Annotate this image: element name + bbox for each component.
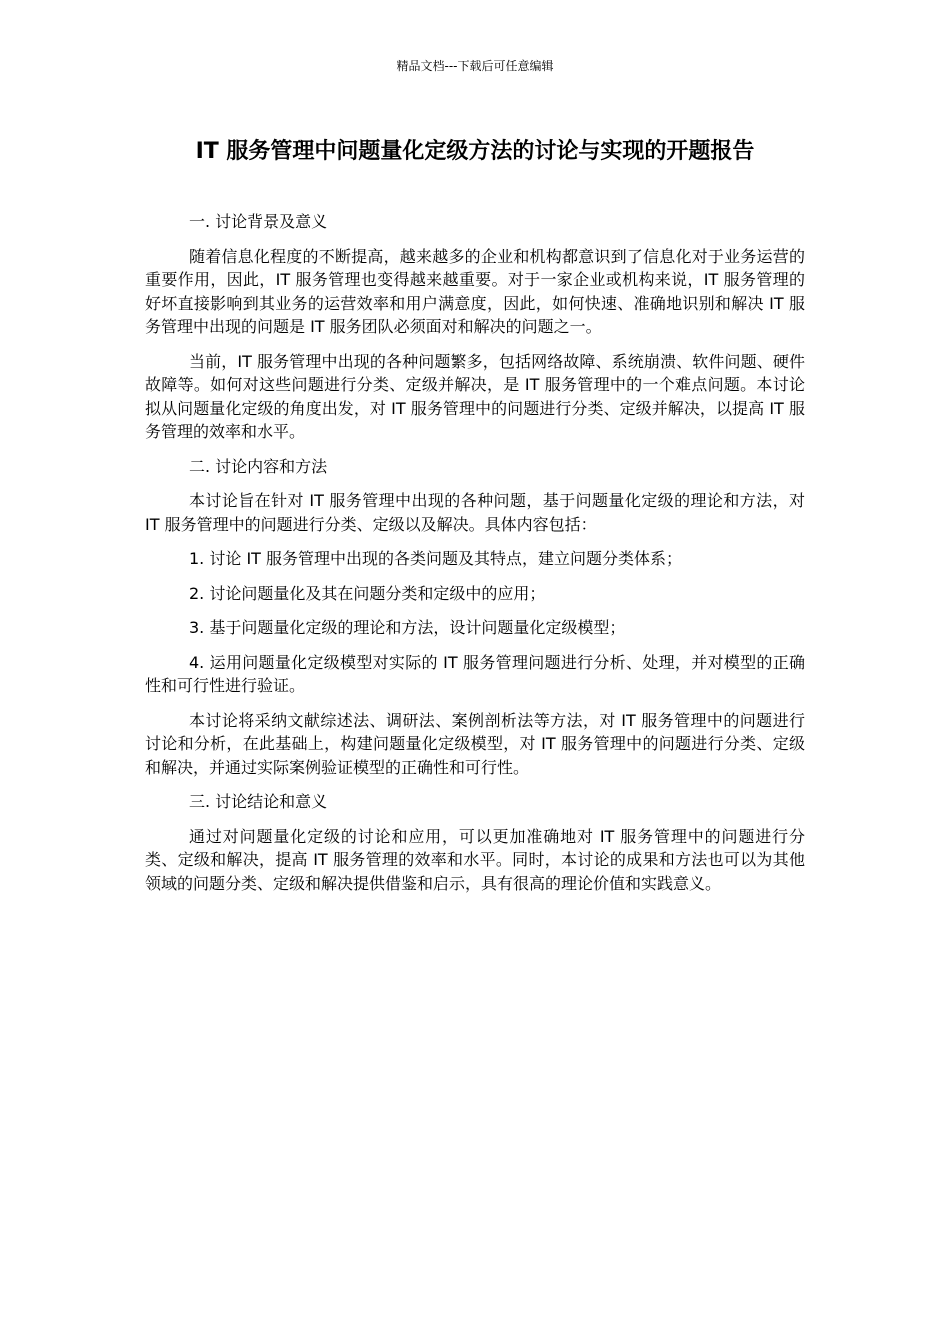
paragraph-content-intro: 本讨论旨在针对 IT 服务管理中出现的各种问题，基于问题量化定级的理论和方法，对 IT 服务管理中的问题进行分类、定级以及解决。具体内容包括： [145, 491, 805, 534]
list-item: 1. 讨论 IT 服务管理中出现的各类问题及其特点，建立问题分类体系； [189, 549, 683, 568]
paragraph-background-1: 随着信息化程度的不断提高，越来越多的企业和机构都意识到了信息化对于业务运营的重要作用，因此，IT 服务管理也变得越来越重要。对于一家企业或机构来说，IT 服务管理的好坏直接影响到其业务的运营效率和用户满意度，因此，如何快速、准确地识别和解决 IT 服务管理中出现的问题是 IT 服务团队必须面对和解决的问题之一。 [145, 246, 805, 336]
section-heading-conclusion: 三. 讨论结论和意义 [189, 792, 328, 811]
document-title: IT 服务管理中问题量化定级方法的讨论与实现的开题报告 [195, 139, 755, 164]
paragraph-background-2: 当前，IT 服务管理中出现的各种问题繁多，包括网络故障、系统崩溃、软件问题、硬件故障等。如何对这些问题进行分类、定级并解决，是 IT 服务管理中的一个难点问题。本讨论拟从问题量化定级的角度出发，对 IT 服务管理中的问题进行分类、定级并解决，以提高 IT 服务管理的效率和水平。 [145, 351, 805, 441]
list-item: 4. 运用问题量化定级模型对实际的 IT 服务管理问题进行分析、处理，并对模型的正确性和可行性进行验证。 [145, 652, 805, 695]
section-heading-background: 一. 讨论背景及意义 [189, 212, 328, 231]
document-body [145, 210, 805, 906]
section-heading-content-methods: 二. 讨论内容和方法 [189, 456, 328, 476]
paragraph-conclusion: 通过对问题量化定级的讨论和应用，可以更加准确地对 IT 服务管理中的问题进行分类、定级和解决，提高 IT 服务管理的效率和水平。同时，本讨论的成果和方法也可以为其他领域的问题分类、定级和解决提供借鉴和启示，具有很高的理论价值和实践意义。 [145, 826, 805, 893]
paragraph-methods: 本讨论将采纳文献综述法、调研法、案例剖析法等方法，对 IT 服务管理中的问题进行讨论和分析，在此基础上，构建问题量化定级模型，对 IT 服务管理中的问题进行分类、定级和解决，并通过实际案例验证模型的正确性和可行性。 [145, 710, 805, 777]
list-item: 2. 讨论问题量化及其在问题分类和定级中的应用； [189, 583, 546, 603]
list-item: 3. 基于问题量化定级的理论和方法，设计问题量化定级模型； [189, 618, 626, 637]
page-header: 精品文档---下载后可任意编辑 [396, 59, 554, 73]
